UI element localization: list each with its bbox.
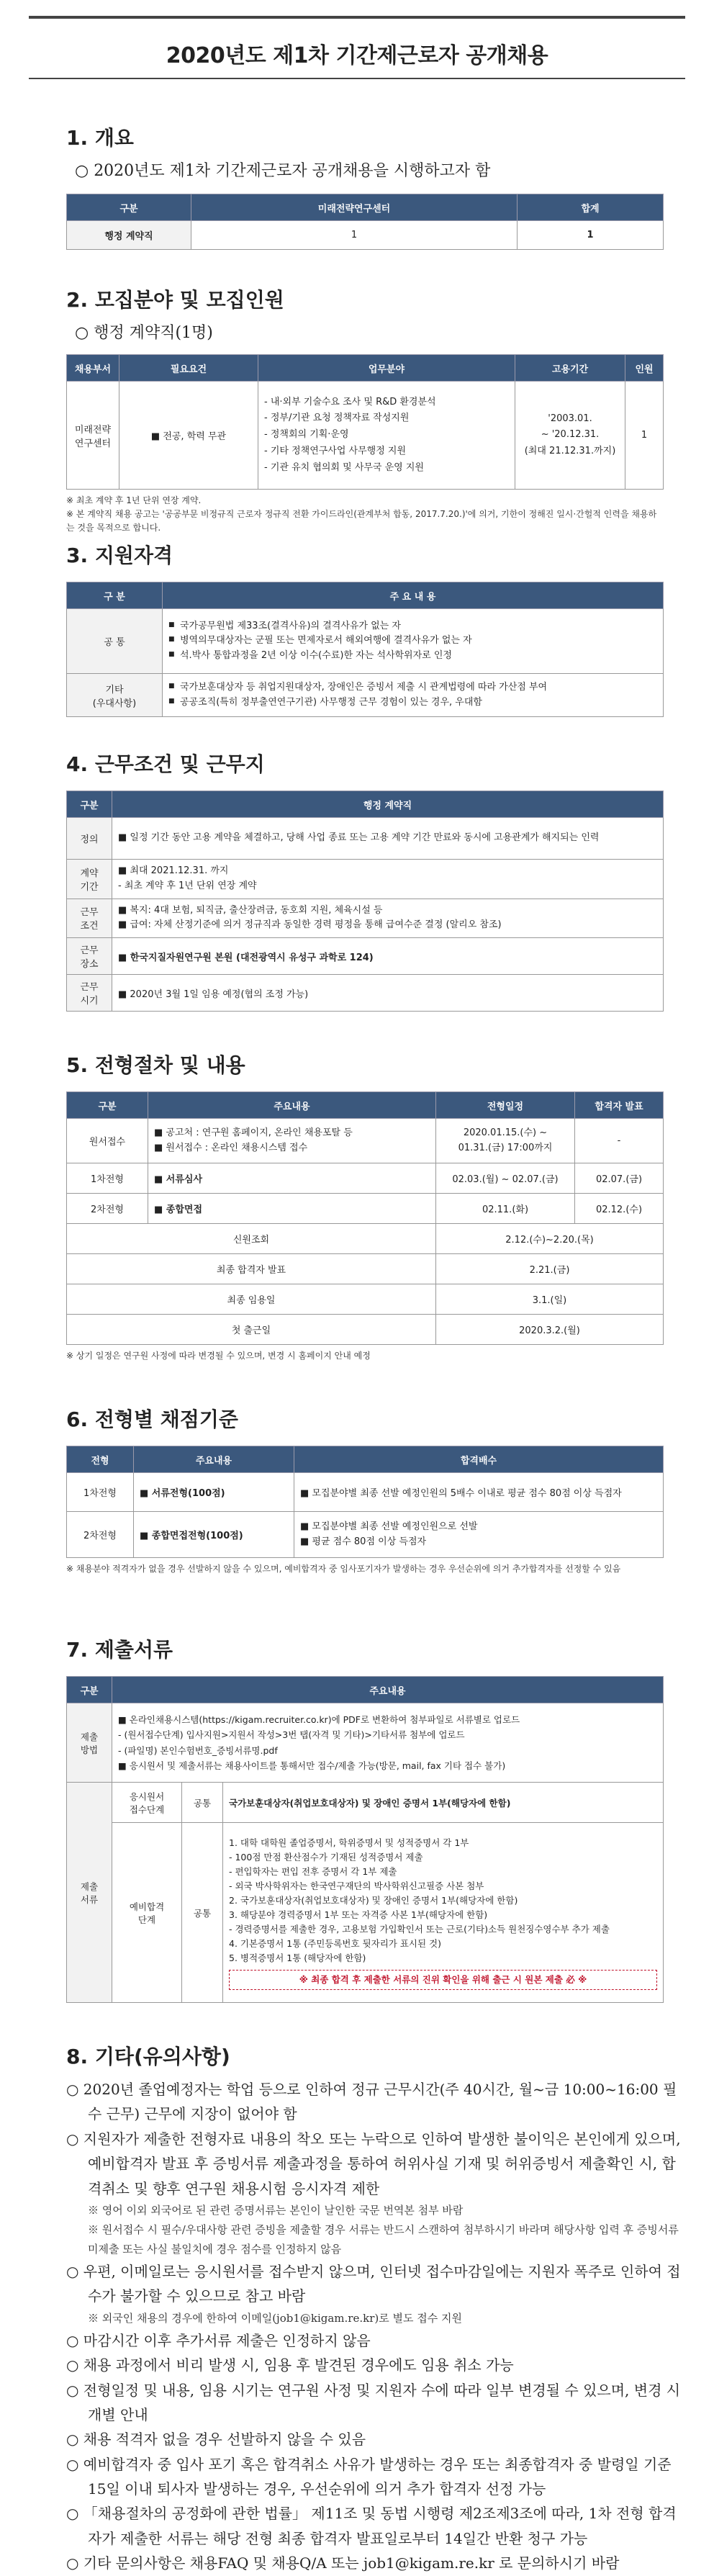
- table-cell: 2.12.(수)~2.20.(목): [436, 1224, 664, 1254]
- list-item: ○ 2020년 졸업예정자는 학업 등으로 인하여 정규 근무시간(주 40시간, 월~금 10:00~16:00 필수 근무) 근무에 지장이 없어야 함: [66, 2081, 677, 2123]
- list-item: ■ 석.박사 통합과정을 2년 이상 이수(수료)한 자는 석사학위자로 인정: [180, 649, 657, 663]
- section-heading: 4. 근무조건 및 근무지: [66, 752, 265, 776]
- table-header: 행정 계약직: [112, 791, 664, 818]
- section-documents: [66, 1634, 664, 2003]
- list-item: ○ 우편, 이메일로는 응시원서를 접수받지 않으며, 인터넷 접수마감일에는 지원자 폭주로 인하여 접수가 불가할 수 있으므로 참고 바람: [66, 2262, 681, 2305]
- duty-item: - 정부/기관 요청 정책자료 작성지원: [264, 413, 410, 424]
- method-line: ■ 온라인채용시스템(https://kigam.recruiter.co.kr)에 PDF로 변환하여 첨부파일로 서류별로 업로드: [118, 1714, 520, 1725]
- table-header: 전형: [67, 1446, 134, 1473]
- table-cell: 행정 계약직: [67, 221, 191, 250]
- table-header: 합계: [518, 194, 664, 221]
- table-header: 주요내용: [148, 1092, 436, 1119]
- warning-note: ※ 최종 합격 후 제출한 서류의 진위 확인을 위해 출근 시 원본 제출 必 ※: [229, 1970, 657, 1990]
- section-bullet: ○ 행정 계약직(1명): [75, 324, 213, 342]
- table-cell: 2.21.(금): [436, 1254, 664, 1284]
- method-line: ■ 응시원서 및 제출서류는 채용사이트를 통해서만 접수/제출 가능(방문, mail, fax 기타 접수 불가): [118, 1760, 506, 1771]
- table-cell: ■ 최대 2021.12.31. 까지 - 최초 계약 후 1년 단위 연장 계약: [112, 860, 664, 899]
- table-cell: 공 통: [67, 609, 163, 674]
- table-cell: 1차전형: [67, 1163, 148, 1194]
- table-header: 주요내용: [112, 1677, 664, 1703]
- list-item: ※ 원서접수 시 필수/우대사항 관련 증빙을 제출할 경우 서류는 반드시 스캔하여 첨부하시기 바라며 해당사항 입력 후 증빙서류 미제출 또는 사실 불일치에 경우 점수를 인정하지 않음: [88, 2223, 679, 2256]
- title-rule: [29, 78, 685, 79]
- table-cell: 근무 장소: [67, 938, 112, 975]
- table-cell: 국가보훈대상자(취업보호대상자) 및 장애인 증명서 1부(해당자에 한함): [223, 1783, 664, 1823]
- table-header: 고용기간: [515, 355, 625, 382]
- contact-item: ○ 기타 문의사항은 채용FAQ 및 채용Q/A 또는 job1@kigam.re.kr 로 문의하시기 바람: [66, 2554, 620, 2572]
- table-cell: 02.11.(화): [436, 1194, 575, 1224]
- list-item: ○ 전형일정 및 내용, 임용 시기는 연구원 사정 및 지원자 수에 따라 일부 변경될 수 있으며, 변경 시 개별 안내: [66, 2381, 681, 2423]
- table-cell: 미래전략연구센터: [67, 382, 119, 490]
- table-header: 합격배수: [294, 1446, 664, 1473]
- table-header: 채용부서: [67, 355, 119, 382]
- doc-line: - 100점 만점 환산점수가 기재된 성적증명서 제출: [229, 1851, 423, 1863]
- list-item: ■ 국가공무원법 제33조(결격사유)의 결격사유가 없는 자: [180, 619, 657, 634]
- table-header: 구분: [67, 791, 112, 818]
- list-item: ○ 예비합격자 중 입사 포기 혹은 합격취소 사유가 발생하는 경우 또는 최종합격자 중 발령일 기준 15일 이내 퇴사자 발생하는 경우, 우선순위에 의거 추가 합격자 선정 가능: [66, 2455, 672, 2498]
- section-notes: [66, 2041, 685, 2576]
- table-header: 구분: [67, 194, 191, 221]
- period-line: ~ '20.12.31.: [541, 429, 600, 441]
- method-line: - (파일명) 본인수험번호_증빙서류명.pdf: [118, 1744, 278, 1756]
- table-header: 인원: [625, 355, 664, 382]
- table-cell: 1: [625, 382, 664, 490]
- doc-line: 2. 국가보훈대상자(취업보호대상자) 및 장애인 증명서 1부(해당자에 한함): [229, 1894, 518, 1906]
- duty-item: - 기타 정책연구사업 사무행정 지원: [264, 445, 407, 456]
- table-cell: 예비합격 단계: [112, 1823, 182, 2003]
- table-cell: ■ 종합면접전형(100점): [134, 1512, 294, 1558]
- section-qualifications: [66, 540, 664, 717]
- table-header: 전형일정: [436, 1092, 575, 1119]
- table-header: 필요요건: [119, 355, 258, 382]
- table-cell: ■ 모집분야별 최종 선발 예정인원으로 선발 ■ 평균 점수 80점 이상 득점자: [294, 1512, 664, 1558]
- table-cell: [163, 609, 664, 674]
- table-cell: 제출 서류: [67, 1783, 112, 2003]
- duty-item: - 기관 유치 협의회 및 사무국 운영 지원: [264, 461, 424, 473]
- section-process: [66, 1050, 664, 1363]
- section-heading: 2. 모집분야 및 모집인원: [66, 288, 284, 312]
- doc-line: 5. 병적증명서 1통 (해당자에 한함): [229, 1952, 366, 1963]
- table-cell: 2차전형: [67, 1194, 148, 1224]
- table-cell: -: [575, 1119, 664, 1163]
- note-line: ※ 상기 일정은 연구원 사정에 따라 변경될 수 있으며, 변경 시 홈페이지 안내 예정: [66, 1351, 371, 1361]
- table-cell: 공통: [182, 1783, 223, 1823]
- table-header: 미래전략연구센터: [191, 194, 518, 221]
- table-header: 주요내용: [134, 1446, 294, 1473]
- section-recruitment: [66, 284, 664, 536]
- process-table: [66, 1091, 664, 1345]
- table-cell: 1: [518, 221, 664, 250]
- doc-line: 4. 기본증명서 1통 (주민등록번호 뒷자리가 표시된 것): [229, 1937, 441, 1949]
- table-cell: 제출 방법: [67, 1703, 112, 1783]
- table-cell: ■ 한국지질자원연구원 본원 (대전광역시 유성구 과학로 124): [112, 938, 664, 975]
- table-cell: 1차전형: [67, 1473, 134, 1512]
- table-cell: 신원조회: [67, 1224, 436, 1254]
- scoring-table: [66, 1446, 664, 1558]
- table-cell: ■ 전공, 학력 무관: [119, 382, 258, 490]
- section-heading: 8. 기타(유의사항): [66, 2045, 230, 2068]
- table-cell: ■ 서류심사: [148, 1163, 436, 1194]
- note-line: ※ 최초 계약 후 1년 단위 연장 계약.: [66, 495, 202, 505]
- top-rule: [29, 16, 685, 19]
- note-line: ※ 채용분야 적격자가 없을 경우 선발하지 않을 수 있으며, 예비합격자 중 임사포기자가 발생하는 경우 우선순위에 의거 추가합격자를 선정할 수 있음: [66, 1564, 621, 1574]
- notice-list: [66, 2077, 685, 2576]
- table-cell: 2차전형: [67, 1512, 134, 1558]
- list-item: ○ 채용 적격자 없을 경우 선발하지 않을 수 있음: [66, 2431, 366, 2449]
- table-cell: 공통: [182, 1823, 223, 2003]
- notes: [66, 494, 664, 536]
- list-item: ※ 영어 이외 외국어로 된 관련 증명서류는 본인이 날인한 국문 번역본 첨부 바람: [88, 2203, 464, 2217]
- table-cell: 응시원서 접수단계: [112, 1783, 182, 1823]
- overview-table: [66, 194, 664, 250]
- section-heading: 5. 전형절차 및 내용: [66, 1053, 245, 1077]
- doc-line: - 외국 박사학위자는 한국연구재단의 박사학위신고필증 사본 첨부: [229, 1880, 484, 1891]
- table-cell: 1: [191, 221, 518, 250]
- period-line: '2003.01.: [548, 413, 592, 425]
- table-header: 업무분야: [258, 355, 515, 382]
- duty-item: - 내·외부 기술수요 조사 및 R&D 환경분석: [264, 396, 436, 407]
- section-heading: 7. 제출서류: [66, 1638, 173, 1662]
- qualifications-table: [66, 582, 664, 717]
- table-cell: 3.1.(일): [436, 1284, 664, 1315]
- list-item: ※ 외국인 채용의 경우에 한하여 이메일(job1@kigam.re.kr)로 별도 접수 지원: [88, 2311, 462, 2325]
- section-heading: 3. 지원자격: [66, 544, 173, 567]
- table-cell: 계약 기간: [67, 860, 112, 899]
- note-line: ※ 본 계약직 채용 공고는 '공공부문 비정규직 근로자 정규직 전환 가이드라인(관계부처 합동, 2017.7.20.)'에 의거, 기한이 정해진 일시·간헐적 인력을 채용하는 것을 목적으로 합니다.: [66, 509, 657, 533]
- table-cell: ■ 복지: 4대 보험, 퇴직금, 출산장려금, 동호회 지원, 체육시설 등 ■ 급여: 자체 산정기준에 의거 정규직과 동일한 경력 평정을 통해 급여수준 결정 (알리오 참조): [112, 899, 664, 938]
- table-cell: 첫 출근일: [67, 1315, 436, 1345]
- table-cell: ■ 모집분야별 최종 선발 예정인원의 5배수 이내로 평균 점수 80점 이상 득점자: [294, 1473, 664, 1512]
- table-header: 합격자 발표: [575, 1092, 664, 1119]
- table-cell: 기타 (우대사항): [67, 674, 163, 717]
- period-line: (최대 21.12.31.까지): [524, 445, 616, 456]
- table-cell: 02.12.(수): [575, 1194, 664, 1224]
- section-overview: [66, 122, 664, 250]
- section-heading: 6. 전형별 채점기준: [66, 1408, 238, 1431]
- method-cell: [112, 1703, 664, 1783]
- doc-line: 3. 해당분야 경력증명서 1부 또는 자격증 사본 1부(해당자에 한함): [229, 1909, 488, 1920]
- doc-line: 1. 대학 대학원 졸업증명서, 학위증명서 및 성적증명서 각 1부: [229, 1837, 469, 1848]
- duties-cell: [258, 382, 515, 490]
- section-conditions: [66, 749, 664, 1012]
- list-item: ■ 공공조직(특히 정부출연연구기관) 사무행정 근무 경험이 있는 경우, 우대함: [180, 695, 657, 710]
- table-cell: 정의: [67, 818, 112, 860]
- table-cell: ■ 일정 기간 동안 고용 계약을 체결하고, 당해 사업 종료 또는 고용 계약 기간 만료와 동시에 고용관계가 해지되는 인력: [112, 818, 664, 860]
- table-cell: ■ 종합면접: [148, 1194, 436, 1224]
- list-item: ○ 채용 과정에서 비리 발생 시, 임용 후 발견된 경우에도 임용 취소 가능: [66, 2356, 514, 2374]
- list-item: ■ 국가보훈대상자 등 취업지원대상자, 장애인은 증빙서 제출 시 관계법령에 따라 가산점 부여: [180, 680, 657, 695]
- doc-line: - 편입학자는 편입 전후 증명서 각 1부 제출: [229, 1865, 397, 1877]
- table-cell: ■ 서류전형(100점): [134, 1473, 294, 1512]
- section-heading: 1. 개요: [66, 126, 134, 150]
- table-header: 구 분: [67, 582, 163, 609]
- stage2-cell: [223, 1823, 664, 2003]
- table-cell: 02.03.(월) ~ 02.07.(금): [436, 1163, 575, 1194]
- section-scoring: [66, 1404, 664, 1576]
- table-cell: 2020.01.15.(수) ~ 01.31.(금) 17:00까지: [436, 1119, 575, 1163]
- conditions-table: [66, 791, 664, 1012]
- doc-line: - 경력증명서를 제출한 경우, 고용보험 가입확인서 또는 근로(기타)소득 원천징수영수부 추가 제출: [229, 1923, 610, 1935]
- table-cell: 2020.3.2.(월): [436, 1315, 664, 1345]
- table-cell: ■ 2020년 3월 1일 임용 예정(협의 조정 가능): [112, 975, 664, 1012]
- table-cell: 근무 조건: [67, 899, 112, 938]
- section-bullet: ○ 2020년도 제1차 기간제근로자 공개채용을 시행하고자 함: [75, 162, 491, 180]
- table-cell: 최종 합격자 발표: [67, 1254, 436, 1284]
- method-line: - (원서접수단계) 입사지원>지원서 작성>3번 탭(자격 및 기타)>기타서류 첨부에 업로드: [118, 1729, 465, 1741]
- table-cell: [163, 674, 664, 717]
- page-title: 2020년도 제1차 기간제근로자 공개채용: [166, 43, 548, 68]
- recruitment-table: [66, 354, 664, 490]
- table-cell: 최종 임용일: [67, 1284, 436, 1315]
- table-cell: 02.07.(금): [575, 1163, 664, 1194]
- table-header: 구분: [67, 1677, 112, 1703]
- period-cell: [515, 382, 625, 490]
- table-cell: 원서접수: [67, 1119, 148, 1163]
- table-cell: ■ 공고처 : 연구원 홈페이지, 온라인 채용포탈 등 ■ 원서접수 : 온라인 채용시스템 접수: [148, 1119, 436, 1163]
- list-item: ○ 지원자가 제출한 전형자료 내용의 착오 또는 누락으로 인하여 발생한 불이익은 본인에게 있으며, 예비합격자 발표 후 증빙서류 제출과정을 통하여 허위사실 기재 및 허위증빙서 제출확인 시, 합격취소 및 향후 연구원 채용시험 응시자격 제한: [66, 2130, 681, 2197]
- duty-item: - 정책회의 기획·운영: [264, 429, 349, 441]
- table-cell: 근무 시기: [67, 975, 112, 1012]
- table-header: 구분: [67, 1092, 148, 1119]
- documents-table: [66, 1676, 664, 2003]
- list-item: ○ 「채용절차의 공정화에 관한 법률」 제11조 및 동법 시행령 제2조제3조에 따라, 1차 전형 합격자가 제출한 서류는 해당 전형 최종 합격자 발표일로부터 14일간 반환 청구 가능: [66, 2505, 677, 2547]
- list-item: ○ 마감시간 이후 추가서류 제출은 인정하지 않음: [66, 2331, 371, 2349]
- list-item: ■ 병역의무대상자는 군필 또는 면제자로서 해외여행에 결격사유가 없는 자: [180, 634, 657, 648]
- table-header: 주 요 내 용: [163, 582, 664, 609]
